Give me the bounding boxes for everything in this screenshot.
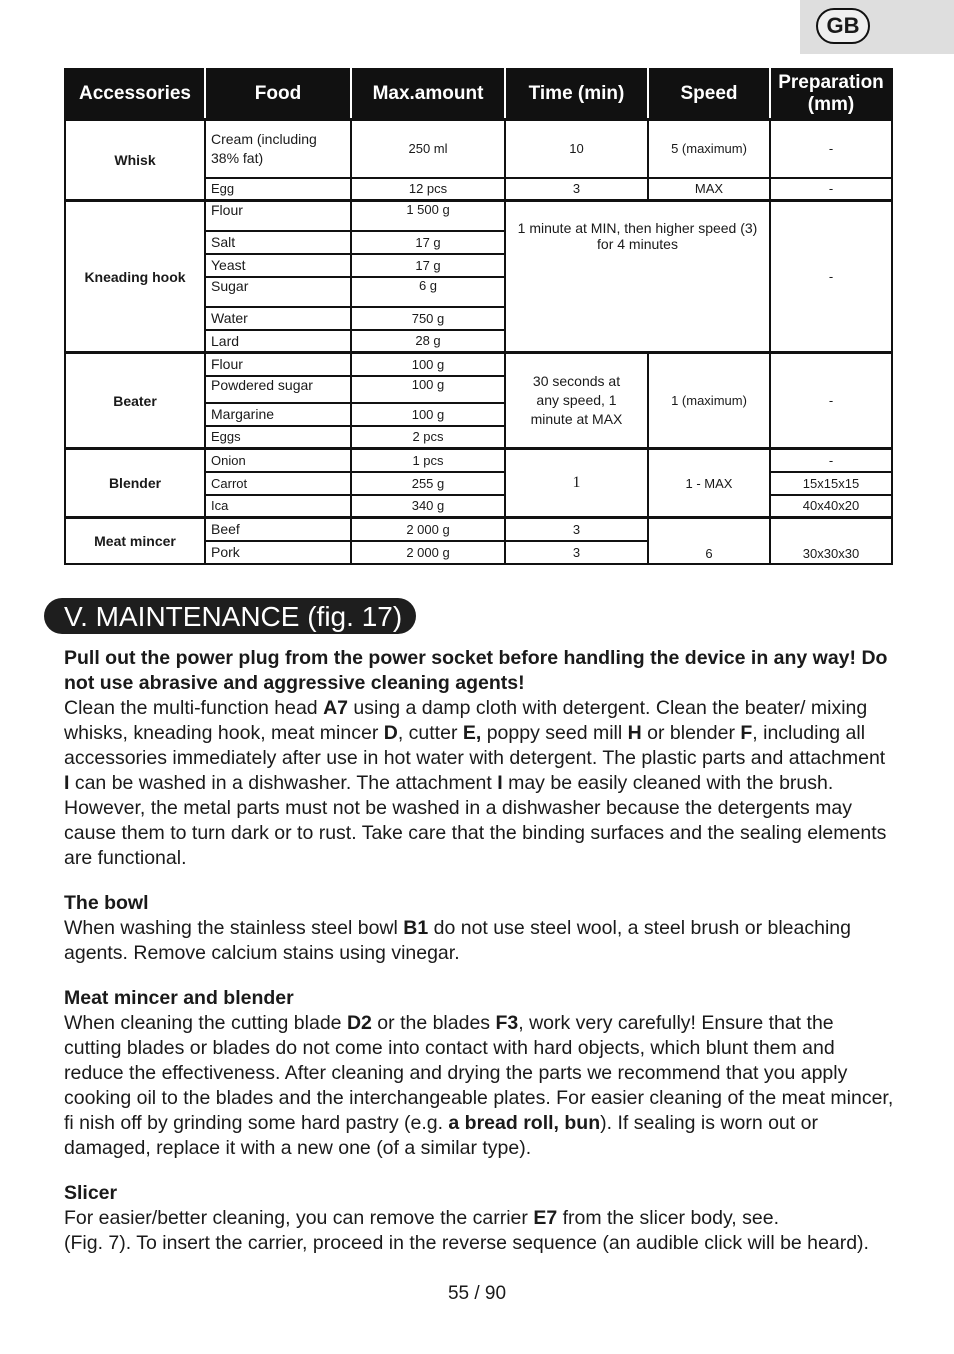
amount-cell: 750 g (351, 307, 505, 330)
speed-cell: 5 (maximum) (648, 120, 770, 178)
accessory-whisk: Whisk (65, 120, 205, 201)
table-row (65, 120, 892, 178)
amount-cell: 12 pcs (351, 178, 505, 201)
food-cell: Carrot (205, 472, 351, 495)
amount-cell: 1 pcs (351, 449, 505, 472)
cleaning-paragraph (64, 696, 894, 871)
part-ref: D (383, 722, 398, 744)
header-time: Time (min) (505, 69, 648, 120)
accessory-kneading-hook: Kneading hook (65, 201, 205, 353)
beater-speed: 1 (maximum) (648, 353, 770, 449)
amount-cell: 1 500 g (351, 201, 505, 231)
text-run: , cutter (397, 722, 463, 744)
part-ref: E7 (533, 1207, 558, 1229)
table-header-row (65, 69, 892, 120)
slicer-paragraph-2: (Fig. 7). To insert the carrier, proceed in the reverse sequence (an audible click will be heard). (64, 1232, 869, 1254)
part-ref: E, (462, 722, 482, 744)
amount-cell: 2 000 g (351, 541, 505, 564)
speed-cell: MAX (648, 178, 770, 201)
food-cell: Powdered sugar (205, 376, 351, 403)
food-cell: Sugar (205, 277, 351, 307)
header-preparation: Preparation (mm) (770, 69, 892, 120)
amount-cell: 28 g (351, 330, 505, 353)
text-run: When washing the stainless steel bowl (64, 917, 404, 939)
header-food: Food (205, 69, 351, 120)
mincer-paragraph (64, 1011, 894, 1161)
bowl-paragraph (64, 916, 894, 966)
food-cell: Beef (205, 518, 351, 541)
accessory-beater: Beater (65, 353, 205, 449)
prep-cell: - (770, 449, 892, 472)
table-row (65, 201, 892, 231)
accessories-table (64, 68, 893, 565)
text-run: Clean the multi-function head (64, 697, 324, 719)
food-cell: Eggs (205, 426, 351, 449)
part-ref: D2 (346, 1012, 372, 1034)
time-cell: 10 (505, 120, 648, 178)
accessory-meat-mincer: Meat mincer (65, 518, 205, 564)
header-max-amount: Max.amount (351, 69, 505, 120)
maintenance-content (64, 646, 894, 1256)
prep-cell: 40x40x20 (770, 495, 892, 518)
time-cell: 3 (505, 178, 648, 201)
amount-cell: 6 g (351, 277, 505, 307)
prep-cell: - (770, 353, 892, 449)
food-cell: Lard (205, 330, 351, 353)
text-run: from the slicer body, see. (557, 1207, 779, 1229)
food-cell: Margarine (205, 403, 351, 426)
food-cell: Egg (205, 178, 351, 201)
part-ref: F (740, 722, 753, 744)
blender-speed: 1 - MAX (648, 449, 770, 518)
part-ref: F3 (495, 1012, 519, 1034)
time-cell: 3 (505, 518, 648, 541)
food-cell: Ica (205, 495, 351, 518)
time-cell: 3 (505, 541, 648, 564)
mincer-speed: 6 (648, 518, 770, 564)
prep-cell: - (770, 120, 892, 178)
section-title: V. MAINTENANCE (fig. 17) (44, 598, 416, 634)
text-run: or the blades (371, 1012, 496, 1034)
amount-cell: 2 000 g (351, 518, 505, 541)
text-run: , work very carefully! Ensure that the cutting blades or blades do not come into contact with hard objects, which blunt them and reduce the effectiveness. After cleaning and drying the parts we recommend that you apply cooking oil to the blades and the interchangeable plates. For easier cleaning of the meat mincer, fi nish off by grinding some hard pastry (e.g. (64, 1012, 894, 1134)
table-row (65, 518, 892, 541)
table-row (65, 449, 892, 472)
food-cell: Salt (205, 231, 351, 254)
part-ref: H (627, 722, 642, 744)
amount-cell: 250 ml (351, 120, 505, 178)
part-ref: I (64, 772, 70, 794)
text-run: may be easily cleaned with the brush. However, the metal parts must not be washed in a dishwasher because the detergents may cause them to turn dark or to rust. Take care that the binding surfaces and the sealing elements are functional. (64, 772, 887, 869)
prep-cell: - (770, 178, 892, 201)
blender-time: 1 (505, 449, 648, 518)
mincer-prep: 30x30x30 (770, 518, 892, 564)
food-cell: Cream (including 38% fat) (205, 120, 351, 178)
slicer-heading: Slicer (64, 1182, 118, 1204)
part-ref: B1 (403, 917, 429, 939)
text-run: or blender (641, 722, 741, 744)
food-cell: Onion (205, 449, 351, 472)
food-cell: Flour (205, 201, 351, 231)
accessory-blender: Blender (65, 449, 205, 518)
prep-cell: 15x15x15 (770, 472, 892, 495)
amount-cell: 17 g (351, 254, 505, 277)
food-cell: Water (205, 307, 351, 330)
amount-cell: 255 g (351, 472, 505, 495)
language-tab (800, 0, 954, 54)
food-cell: Pork (205, 541, 351, 564)
table-row (65, 353, 892, 376)
language-badge: GB (816, 8, 870, 44)
amount-cell: 100 g (351, 376, 505, 403)
amount-cell: 17 g (351, 231, 505, 254)
page-number: 55 / 90 (447, 1283, 507, 1304)
amount-cell: 100 g (351, 403, 505, 426)
part-ref: I (497, 772, 503, 794)
warning-text: Pull out the power plug from the power socket before handling the device in any way! Do not use abrasive and aggressive cleaning agents! (64, 647, 888, 694)
text-run: can be washed in a dishwasher. The attachment (69, 772, 498, 794)
text-run: For easier/better cleaning, you can remove the carrier (64, 1207, 534, 1229)
slicer-paragraph (64, 1206, 894, 1231)
text-run: poppy seed mill (481, 722, 628, 744)
part-ref: A7 (323, 697, 349, 719)
text-run: do not use steel wool, a steel brush or bleaching agents. Remove calcium stains using vinegar. (64, 917, 851, 964)
kneading-time-speed: 1 minute at MIN, then higher speed (3) for 4 minutes (505, 201, 770, 353)
food-cell: Yeast (205, 254, 351, 277)
bowl-heading: The bowl (64, 892, 149, 914)
amount-cell: 100 g (351, 353, 505, 376)
text-run: When cleaning the cutting blade (64, 1012, 347, 1034)
beater-time: 30 seconds at any speed, 1 minute at MAX (505, 353, 648, 449)
header-accessories: Accessories (65, 69, 205, 120)
text-run: ). If sealing is worn out or damaged, replace it with a new one (of a similar type). (64, 1112, 818, 1159)
amount-cell: 340 g (351, 495, 505, 518)
header-speed: Speed (648, 69, 770, 120)
food-cell: Flour (205, 353, 351, 376)
prep-cell: - (770, 201, 892, 353)
amount-cell: 2 pcs (351, 426, 505, 449)
text-run: , including all accessories immediately after use in hot water with detergent. The plastic parts and attachment (64, 722, 886, 769)
mincer-heading: Meat mincer and blender (64, 987, 294, 1009)
text-run: using a damp cloth with detergent. Clean the beater/ mixing whisks, kneading hook, meat mincer (64, 697, 868, 744)
part-ref: a bread roll, bun (448, 1112, 601, 1134)
